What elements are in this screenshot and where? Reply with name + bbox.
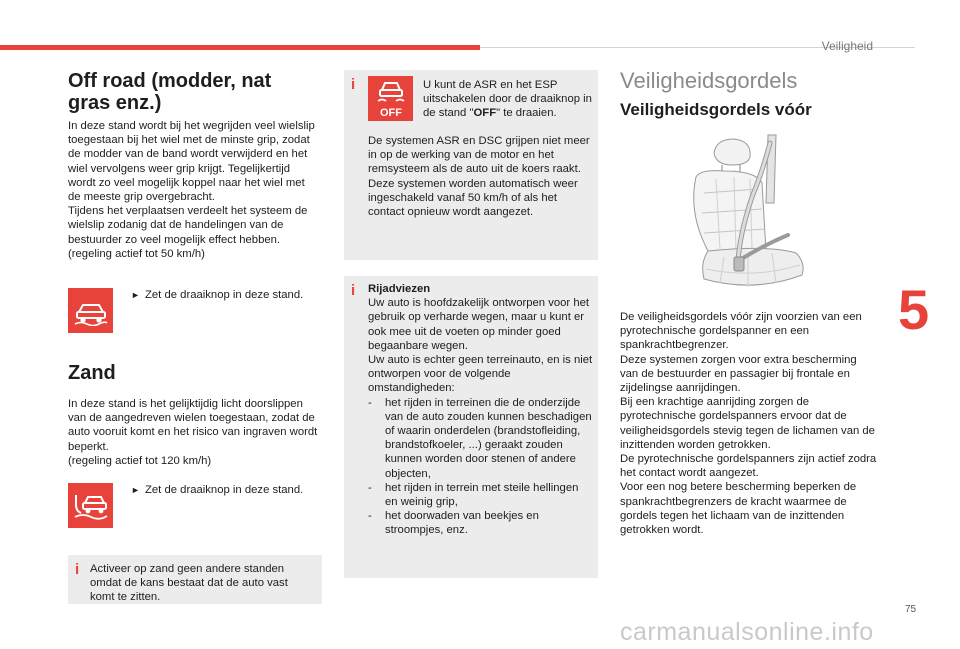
rijadviezen-title: Rijadviezen [368, 283, 431, 295]
zand-range: (regeling actief tot 120 km/h) [68, 454, 212, 467]
seatbelt-text [620, 310, 878, 537]
list-item: - het rijden in terreinen die de onderzijde van de auto zouden kunnen beschadigen of waarin onderdelen (brandstofleiding, brandstofkoeler, ...) geraakt zouden kunnen worden door stenen of andere objecten, [368, 396, 594, 481]
list-item: - het doorwaden van beekjes en stroompjes, enz. [368, 509, 594, 537]
asr-off-label: OFF [379, 106, 402, 119]
seatbelt-paragraph: Deze systemen zorgen voor extra bescherming van de bestuurder en passagier bij frontale en zijdelingse aanrijdingen. [620, 353, 857, 395]
veiligheidsgordels-section [620, 68, 797, 94]
asr-off-icon [368, 76, 413, 121]
info-icon: i [351, 76, 356, 93]
list-item: - het rijden in terrein met steile hellingen en weinig grip, [368, 481, 594, 509]
page-title: Veiligheidsgordels [620, 68, 798, 93]
offroad-bullet-text: Zet de draaiknop in deze stand. [145, 289, 304, 301]
sand-mode-icon [68, 483, 113, 528]
asr-text-b: " te draaien. [496, 107, 557, 120]
list-item-text: het rijden in terrein met steile hellingen en weinig grip, [385, 481, 579, 509]
seatbelt-paragraph: De pyrotechnische gordelspanners zijn actief zodra het contact wordt aangezet. [620, 453, 877, 480]
zand-text [68, 397, 324, 468]
zand-note-text: Activeer op zand geen andere standen omdat de kans bestaat dat de auto vast komt te zitten. [90, 563, 288, 604]
watermark: carmanualsonline.info [620, 618, 874, 646]
zand-bullet [131, 483, 331, 497]
offroad-text [68, 119, 320, 261]
rijadviezen-paragraph-1: Uw auto is hoofdzakelijk ontworpen voor het gebruik op verharde wegen, maar u kunt er ook mee uit de voeten op minder goed begaanbare wegen. [368, 297, 590, 352]
offroad-section [68, 70, 318, 114]
asr-intro-text [423, 78, 595, 121]
list-item-text: het doorwaden van beekjes en stroompjes, enz. [385, 510, 539, 537]
asr-text-a: U kunt de ASR en het ESP uitschakelen door de draaiknop in de stand " [423, 79, 592, 120]
offroad-bullet [131, 288, 331, 302]
section-title: Veiligheid [821, 39, 873, 53]
subsection-heading [620, 100, 812, 120]
zand-bullet-text: Zet de draaiknop in deze stand. [145, 484, 304, 496]
offroad-range: (regeling actief tot 50 km/h) [68, 247, 205, 260]
offroad-paragraph-2: Tijdens het verplaatsen verdeelt het systeem de wielslip zodanig dat de handelingen van de bestuurder zo veel mogelijk effect hebben. [68, 205, 308, 246]
list-item-text: het rijden in terreinen die de onderzijde van de auto zouden kunnen beschadigen of waarin onderdelen (brandstofleiding, brandstofkoeler, ...) geraakt zouden kunnen worden door stenen of andere objecten, [385, 396, 592, 480]
asr-body-text: De systemen ASR en DSC grijpen niet meer in op de werking van de motor en het remsysteem als de auto uit de koers raakt. Deze systemen worden automatisch weer ingeschakeld vanaf 50 km/h of als het contact opnieuw wordt aangezet. [368, 135, 590, 219]
header-accent-bar [0, 45, 480, 50]
seatbelt-paragraph: Voor een nog betere bescherming beperken de spankrachtbegrenzers de kracht waarmee de gordels tegen het lichaam van de inzittenden getrokken wordt. [620, 481, 857, 537]
offroad-paragraph: In deze stand wordt bij het wegrijden veel wielslip toegestaan bij het wiel met de minste grip, zodat de modder van de band wordt verwijderd en het wiel vervolgens weer grip krijgt. Tegelijkertijd wordt zo veel mogelijk koppel naar het wiel met de meeste grip overgebracht. [68, 120, 315, 204]
offroad-mode-icon [68, 288, 113, 333]
zand-section [68, 362, 116, 384]
info-icon: i [75, 561, 80, 578]
info-icon: i [351, 282, 356, 299]
rijadviezen-paragraph-2: Uw auto is echter geen terreinauto, en is niet ontworpen voor de volgende omstandigheden: [368, 354, 593, 395]
asr-note-box [344, 70, 598, 260]
asr-text-bold: OFF [473, 107, 497, 120]
page-number: 75 [905, 604, 917, 615]
zand-heading: Zand [68, 362, 116, 384]
seatbelt-illustration [664, 133, 814, 303]
bullet-marker: ► [131, 485, 140, 495]
chapter-number: 5 [898, 278, 930, 341]
rijadviezen-box [344, 276, 598, 578]
zand-note-box [68, 555, 322, 604]
rijadviezen-content [368, 282, 594, 538]
subsection-title: Veiligheidsgordels vóór [620, 100, 812, 119]
bullet-marker: ► [131, 290, 140, 300]
seatbelt-paragraph: Bij een krachtige aanrijding zorgen de pyrotechnische gordelspanners ervoor dat de veiligheidsgordels stevig tegen de lichamen van de inzittenden worden getrokken. [620, 396, 875, 451]
seatbelt-paragraph: De veiligheidsgordels vóór zijn voorzien van een pyrotechnische gordelspanner en een spankrachtbegrenzer. [620, 311, 862, 352]
zand-paragraph: In deze stand is het gelijktijdig licht doorslippen van de aangedreven wielen toegestaan, zodat de auto vooruit komt en het risico van ingraven wordt beperkt. [68, 398, 318, 453]
offroad-heading: Off road (modder, nat gras enz.) [68, 70, 272, 114]
